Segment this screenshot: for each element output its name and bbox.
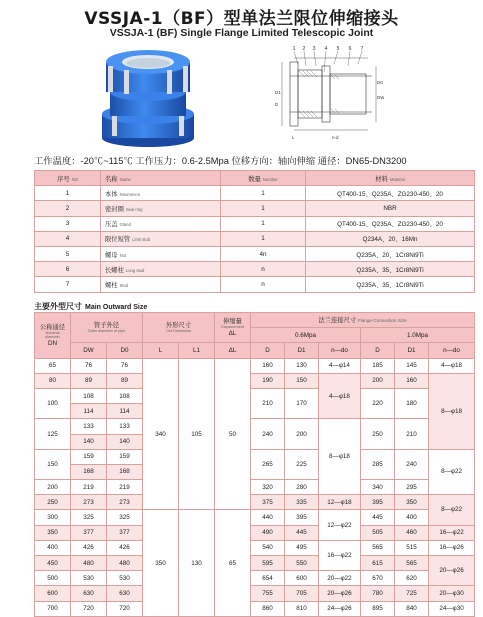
table-cell: 168	[71, 464, 107, 479]
table-cell: D1	[285, 343, 319, 358]
table-row	[35, 601, 475, 616]
svg-text:D: D	[275, 102, 279, 107]
svg-text:1: 1	[292, 46, 296, 52]
table-cell: 540	[251, 540, 285, 555]
table-cell: 720	[107, 601, 143, 616]
table-cell: 615	[361, 556, 395, 571]
table-cell: 65	[35, 358, 71, 373]
table-cell: 426	[107, 540, 143, 555]
table-cell: 190	[251, 373, 285, 388]
svg-text:3: 3	[312, 46, 316, 52]
table-cell: 3	[35, 216, 101, 231]
table-cell: 8—φ22	[429, 495, 475, 525]
table-cell: 4n	[221, 246, 306, 261]
table-cell: 140	[107, 434, 143, 449]
table-row	[35, 510, 475, 525]
table-cell: 240	[395, 449, 429, 479]
table-cell: 377	[107, 525, 143, 540]
table-cell: 2	[35, 201, 101, 216]
table-cell: 150	[35, 449, 71, 479]
table-cell: 450	[35, 556, 71, 571]
table-cell: 440	[251, 510, 285, 525]
table-cell: 80	[35, 373, 71, 388]
table-cell: Q234A、20、16Mn	[306, 231, 475, 246]
table-cell: n	[221, 262, 306, 277]
svg-text:L: L	[292, 135, 295, 140]
table-cell: 600	[35, 586, 71, 601]
table-cell: 273	[71, 495, 107, 510]
table-cell: 159	[107, 449, 143, 464]
table-cell: 1	[221, 231, 306, 246]
table-cell: Q235A、35、1Cr8Ni9Ti	[306, 277, 475, 292]
col-pipe-od: 管子外径 Outer diameter of pipe	[71, 313, 143, 343]
svg-text:D0: D0	[377, 80, 383, 85]
table-cell: 630	[107, 586, 143, 601]
table-cell: n—do	[429, 343, 475, 358]
table-cell: 16—φ26	[429, 540, 475, 555]
table-cell: 670	[361, 571, 395, 586]
table-cell: 480	[107, 556, 143, 571]
table-cell: 20—φ30	[429, 586, 475, 601]
table-cell: 140	[71, 434, 107, 449]
table-cell: 180	[395, 388, 429, 418]
table-cell: 210	[395, 419, 429, 449]
pressure-06: 0.6Mpa	[251, 328, 361, 343]
table-cell: 240	[251, 419, 285, 449]
svg-text:4: 4	[324, 46, 328, 52]
table-cell: 50	[215, 358, 251, 510]
table-cell: 89	[71, 373, 107, 388]
table-cell: 550	[285, 556, 319, 571]
table-cell: 8—φ18	[429, 373, 475, 449]
svg-text:2: 2	[302, 46, 306, 52]
table-cell: 530	[71, 571, 107, 586]
table-cell: 720	[71, 601, 107, 616]
pressure-10: 1.0Mpa	[361, 328, 475, 343]
table-cell: NBR	[306, 201, 475, 216]
table-cell: 24—φ30	[429, 601, 475, 616]
table-row	[35, 540, 475, 555]
col-name: 名称 Name	[101, 171, 221, 186]
table-cell: ΔL	[215, 343, 251, 358]
table-cell: 76	[107, 358, 143, 373]
svg-text:DW: DW	[377, 95, 384, 100]
table-cell: 125	[35, 419, 71, 449]
svg-text:6: 6	[348, 46, 352, 52]
table-row	[35, 216, 475, 231]
table-cell: 100	[35, 388, 71, 418]
table-cell: QT400-15、Q235A、ZG230-450、20	[306, 186, 475, 201]
table-cell: 本体 Noumenon	[101, 186, 221, 201]
col-no: 序号 NO	[35, 171, 101, 186]
table-cell: 350	[35, 525, 71, 540]
table-row	[35, 186, 475, 201]
table-cell: 700	[35, 601, 71, 616]
page-title: VSSJA-1（BF）型单法兰限位伸缩接头	[84, 9, 399, 29]
table-cell: 860	[251, 601, 285, 616]
table-cell: 273	[107, 495, 143, 510]
table-cell: 250	[361, 419, 395, 449]
table-cell: 5	[35, 246, 101, 261]
table-cell: 130	[179, 510, 215, 616]
table-cell: 325	[107, 510, 143, 525]
table-cell: 565	[395, 556, 429, 571]
table-cell: 6	[35, 262, 101, 277]
table-cell: 170	[285, 388, 319, 418]
table-cell: 320	[251, 480, 285, 495]
table-row	[35, 495, 475, 510]
materials-header-row	[35, 171, 475, 186]
table-cell: 340	[143, 358, 179, 510]
table-cell: 530	[107, 571, 143, 586]
table-cell: 840	[395, 601, 429, 616]
table-cell: 145	[395, 358, 429, 373]
table-cell: Q235A、20、1Cr8Ni9Ti	[306, 246, 475, 261]
page-subtitle: VSSJA-1 (BF) Single Flange Limited Telescopic Joint	[109, 27, 374, 39]
table-cell: 130	[285, 358, 319, 373]
col-out-dimension: 外形尺寸 Out Dimension	[143, 313, 215, 343]
table-cell: D1	[395, 343, 429, 358]
table-cell: 160	[395, 373, 429, 388]
table-row	[35, 373, 475, 388]
table-cell: 200	[285, 419, 319, 449]
table-cell: 755	[251, 586, 285, 601]
table-cell: 515	[395, 540, 429, 555]
table-cell: 445	[285, 525, 319, 540]
table-cell: 89	[107, 373, 143, 388]
materials-table	[34, 170, 475, 293]
table-cell: 219	[71, 480, 107, 495]
svg-text:n-d: n-d	[332, 135, 339, 140]
table-cell: 24—φ26	[319, 601, 361, 616]
svg-text:7: 7	[360, 46, 364, 52]
table-row	[35, 201, 475, 216]
table-cell: 20—φ26	[429, 556, 475, 586]
table-cell: 395	[361, 495, 395, 510]
svg-text:D1: D1	[275, 90, 281, 95]
table-cell: D0	[107, 343, 143, 358]
table-cell: 350	[395, 495, 429, 510]
table-cell: 725	[395, 586, 429, 601]
table-cell: 630	[71, 586, 107, 601]
table-cell: 285	[361, 449, 395, 479]
col-material: 材料 Material	[306, 171, 475, 186]
table-row	[35, 586, 475, 601]
table-cell: 377	[71, 525, 107, 540]
table-cell: 7	[35, 277, 101, 292]
table-cell: 长螺柱 Long stud	[101, 262, 221, 277]
dimensions-table	[34, 312, 475, 617]
table-cell: 4—φ18	[319, 373, 361, 419]
table-cell: 600	[285, 571, 319, 586]
table-cell: n—do	[319, 343, 361, 358]
col-dn: 公称通径 Nominal diameter DN	[35, 313, 71, 359]
table-cell: 20—φ26	[319, 586, 361, 601]
table-cell: L1	[179, 343, 215, 358]
table-cell: 114	[71, 404, 107, 419]
table-cell: 168	[107, 464, 143, 479]
table-cell: 16—φ22	[429, 525, 475, 540]
table-cell: 密封圈 Seal ring	[101, 201, 221, 216]
table-cell: 16—φ22	[319, 540, 361, 570]
table-cell: 340	[361, 480, 395, 495]
table-cell: 12—φ22	[319, 510, 361, 540]
table-row	[35, 525, 475, 540]
table-cell: 500	[35, 571, 71, 586]
table-cell: 133	[107, 419, 143, 434]
table-cell: 105	[179, 358, 215, 510]
table-cell: 325	[71, 510, 107, 525]
table-cell: 76	[71, 358, 107, 373]
table-cell: 159	[71, 449, 107, 464]
table-cell: 780	[361, 586, 395, 601]
table-cell: D	[251, 343, 285, 358]
table-cell: 8—φ22	[429, 449, 475, 495]
col-flange: 法兰连接尺寸 Flange Connection Size	[251, 313, 475, 328]
table-cell: 108	[71, 388, 107, 403]
table-cell: 810	[285, 601, 319, 616]
table-cell: 1	[35, 186, 101, 201]
col-number: 数量 Number	[221, 171, 306, 186]
table-cell: QT400-15、Q235A、ZG230-450、20	[306, 216, 475, 231]
table-row	[35, 388, 475, 403]
table-row	[35, 556, 475, 571]
table-row	[35, 262, 475, 277]
table-cell: 895	[361, 601, 395, 616]
table-cell: 200	[35, 480, 71, 495]
table-cell: 300	[35, 510, 71, 525]
table-cell: 4	[35, 231, 101, 246]
table-cell: 219	[107, 480, 143, 495]
table-cell: 4—φ18	[429, 358, 475, 373]
table-cell: DW	[71, 343, 107, 358]
table-cell: 350	[143, 510, 179, 616]
table-row	[35, 358, 475, 373]
table-cell: 65	[215, 510, 251, 616]
table-cell: n	[221, 277, 306, 292]
table-cell: 565	[361, 540, 395, 555]
table-cell: 250	[35, 495, 71, 510]
table-row	[35, 277, 475, 292]
table-cell: 490	[251, 525, 285, 540]
table-row	[35, 449, 475, 464]
svg-text:5: 5	[336, 46, 340, 52]
table-cell: 295	[395, 480, 429, 495]
table-row	[35, 231, 475, 246]
table-cell: 12—φ18	[319, 495, 361, 510]
table-cell: 620	[395, 571, 429, 586]
table-cell: D	[361, 343, 395, 358]
table-cell: 200	[361, 373, 395, 388]
table-row	[35, 246, 475, 261]
table-cell: 1	[221, 201, 306, 216]
table-cell: 480	[71, 556, 107, 571]
table-cell: 445	[361, 510, 395, 525]
table-cell: 220	[361, 388, 395, 418]
table-cell: 114	[107, 404, 143, 419]
table-cell: Q235A、35、1Cr8Ni9Ti	[306, 262, 475, 277]
table-cell: 限位短管 Limit stub	[101, 231, 221, 246]
table-cell: 505	[361, 525, 395, 540]
table-cell: 265	[251, 449, 285, 479]
table-cell: 8—φ18	[319, 419, 361, 495]
table-cell: 460	[395, 525, 429, 540]
table-cell: 495	[285, 540, 319, 555]
table-cell: 1	[221, 186, 306, 201]
table-row	[35, 571, 475, 586]
table-cell: 螺柱 Stud	[101, 277, 221, 292]
table-cell: 426	[71, 540, 107, 555]
section-heading: 主要外型尺寸 Main Outward Size	[34, 302, 148, 311]
table-cell: 压盖 Gland	[101, 216, 221, 231]
table-cell: 705	[285, 586, 319, 601]
table-cell: 1	[221, 216, 306, 231]
table-row	[35, 480, 475, 495]
table-cell: 20—φ22	[319, 571, 361, 586]
table-row	[35, 419, 475, 434]
table-cell: 280	[285, 480, 319, 495]
table-cell: 4—φ14	[319, 358, 361, 373]
dim-header-row-3	[35, 343, 475, 358]
table-cell: 375	[251, 495, 285, 510]
product-photo	[88, 44, 208, 148]
table-cell: 150	[285, 373, 319, 388]
cross-section-drawing	[272, 44, 384, 144]
table-cell: 595	[251, 556, 285, 571]
table-cell: 395	[285, 510, 319, 525]
table-cell: 210	[251, 388, 285, 418]
table-cell: 108	[107, 388, 143, 403]
table-cell: 335	[285, 495, 319, 510]
working-parameters: 工作温度：-20℃~115℃ 工作压力：0.6-2.5Mpa 位移方向：轴向伸缩 通径：DN65-DN3200	[34, 156, 407, 166]
table-cell: L	[143, 343, 179, 358]
table-cell: 225	[285, 449, 319, 479]
table-cell: 133	[71, 419, 107, 434]
table-cell: 160	[251, 358, 285, 373]
col-displacement: 伸缩量 Displacement ΔL	[215, 313, 251, 343]
table-cell: 400	[395, 510, 429, 525]
dim-header-row-1	[35, 313, 475, 328]
table-cell: 螺母 Nut	[101, 246, 221, 261]
table-cell: 185	[361, 358, 395, 373]
table-cell: 654	[251, 571, 285, 586]
table-cell: 400	[35, 540, 71, 555]
